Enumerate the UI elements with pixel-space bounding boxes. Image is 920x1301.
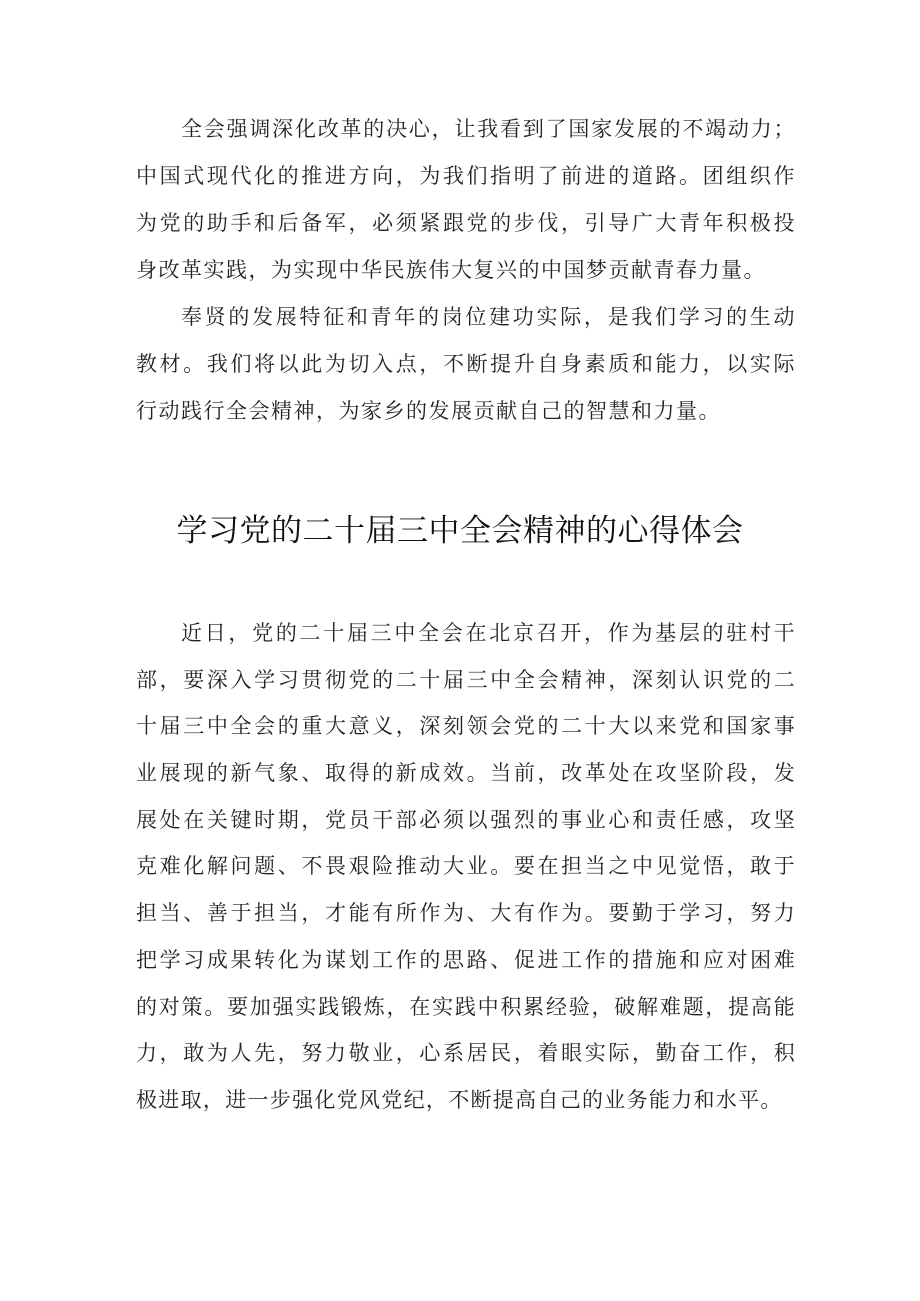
- top-paragraphs: [136, 106, 796, 435]
- paragraph-line: 的对策。要加强实践锻炼，在实践中积累经验，破解难题，提高能: [136, 994, 796, 1019]
- paragraph-line: 克难化解问题、不畏艰险推动大业。要在担当之中见觉悟，敢于: [136, 854, 796, 879]
- paragraph-line: 把学习成果转化为谋划工作的思路、促进工作的措施和应对困难: [136, 947, 796, 972]
- paragraph-line: 部，要深入学习贯彻党的二十届三中全会精神，深刻认识党的二: [136, 667, 796, 692]
- paragraph-line: 担当、善于担当，才能有所作为、大有作为。要勤于学习，努力: [136, 901, 796, 926]
- paragraph-line: 行动践行全会精神，为家乡的发展贡献自己的智慧和力量。: [136, 399, 721, 423]
- document-title: 学习党的二十届三中全会精神的心得体会: [176, 513, 744, 549]
- paragraph-line: 为党的助手和后备军，必须紧跟党的步伐，引导广大青年积极投: [136, 211, 796, 235]
- paragraph-line: 十届三中全会的重大意义，深刻领会党的二十大以来党和国家事: [136, 714, 796, 739]
- paragraph-line: 力，敢为人先，努力敬业，心系居民，着眼实际，勤奋工作，积: [136, 1041, 796, 1066]
- paragraph-line: 近日，党的二十届三中全会在北京召开，作为基层的驻村干: [181, 621, 796, 645]
- paragraph-line: 业展现的新气象、取得的新成效。当前，改革处在攻坚阶段，发: [136, 761, 796, 786]
- paragraph-line: 全会强调深化改革的决心，让我看到了国家发展的不竭动力；: [181, 117, 796, 141]
- paragraph-line: 奉贤的发展特征和青年的岗位建功实际，是我们学习的生动: [181, 305, 796, 329]
- paragraph-line: 中国式现代化的推进方向，为我们指明了前进的道路。团组织作: [136, 164, 796, 188]
- paragraph-line: 展处在关键时期，党员干部必须以强烈的事业心和责任感，攻坚: [136, 807, 796, 832]
- paragraph-line: 极进取，进一步强化党风党纪，不断提高自己的业务能力和水平。: [136, 1087, 783, 1112]
- paragraph-line: 教材。我们将以此为切入点，不断提升自身素质和能力，以实际: [136, 352, 796, 376]
- paragraph-line: 身改革实践，为实现中华民族伟大复兴的中国梦贡献青春力量。: [136, 258, 766, 282]
- body-paragraph: [136, 610, 796, 1110]
